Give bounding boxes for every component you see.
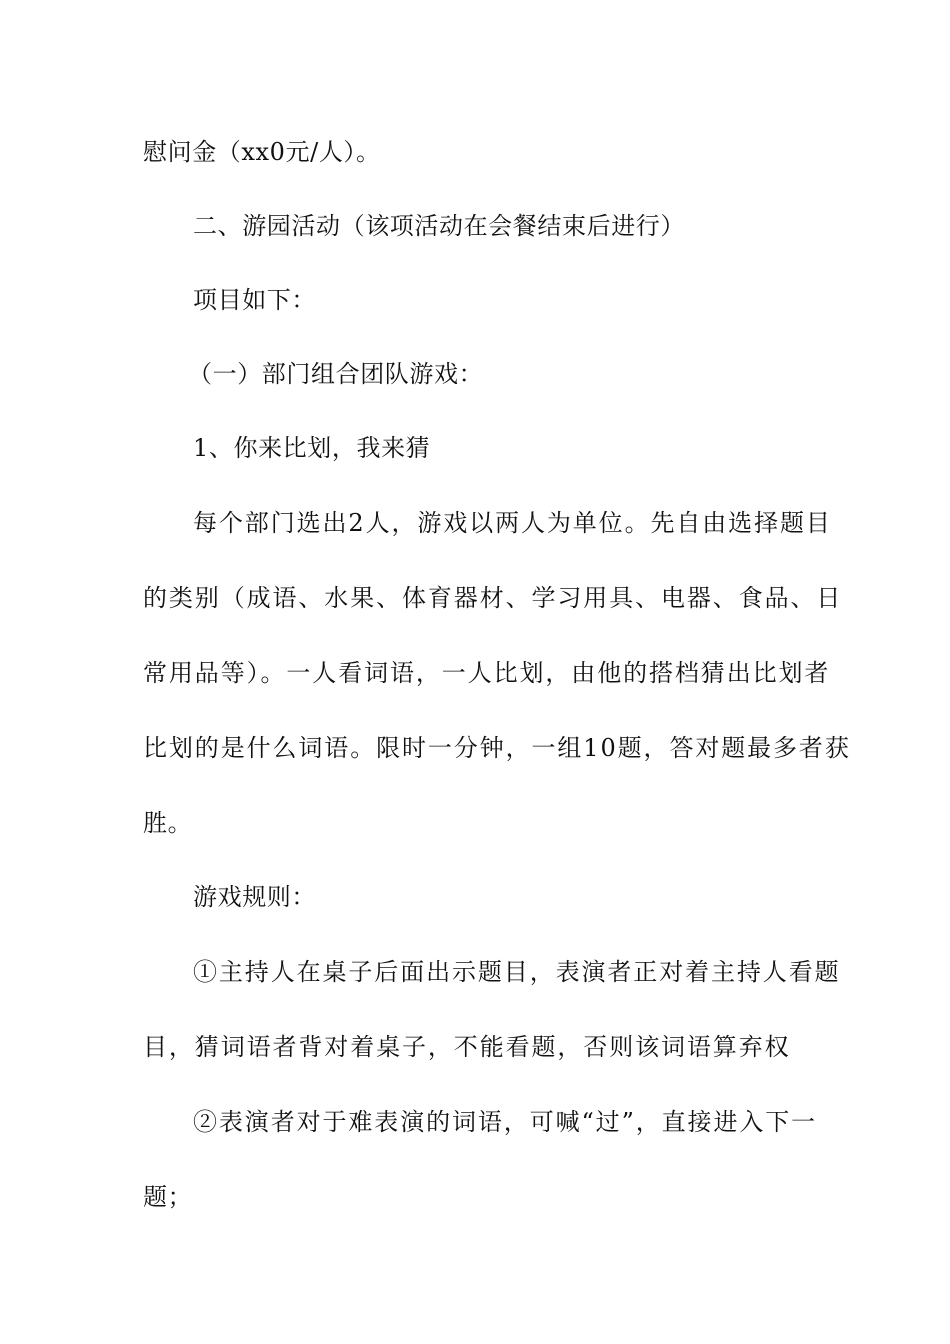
paragraph-line-5: 胜。 [143,809,193,837]
section-heading-activities: 二、游园活动（该项活动在会餐结束后进行） [193,212,685,240]
text-line-1: 慰问金（xx0元/人）。 [143,138,381,166]
rule-1-line-1: ①主持人在桌子后面出示题目，表演者正对着主持人看题 [193,958,841,986]
text-line-items-intro: 项目如下： [193,286,316,314]
paragraph-line-2: 的类别（成语、水果、体育器材、学习用具、电器、食品、日 [143,584,843,612]
game-title-charades: 1、你来比划，我来猜 [193,434,431,462]
rule-2-line-2: 题； [143,1183,193,1211]
subsection-heading-team-games: （一）部门组合团队游戏： [188,360,484,388]
paragraph-line-4: 比划的是什么词语。限时一分钟，一组10题，答对题最多者获 [143,734,851,762]
rule-1-line-2: 目，猜词语者背对着桌子，不能看题，否则该词语算弃权 [143,1033,791,1061]
rule-2-line-1: ②表演者对于难表演的词语，可喊“过”，直接进入下一 [193,1108,818,1136]
paragraph-line-1: 每个部门选出2人，游戏以两人为单位。先自由选择题目 [193,509,832,537]
rules-heading: 游戏规则： [193,883,316,911]
paragraph-line-3: 常用品等）。一人看词语，一人比划，由他的搭档猜出比划者 [143,659,831,687]
